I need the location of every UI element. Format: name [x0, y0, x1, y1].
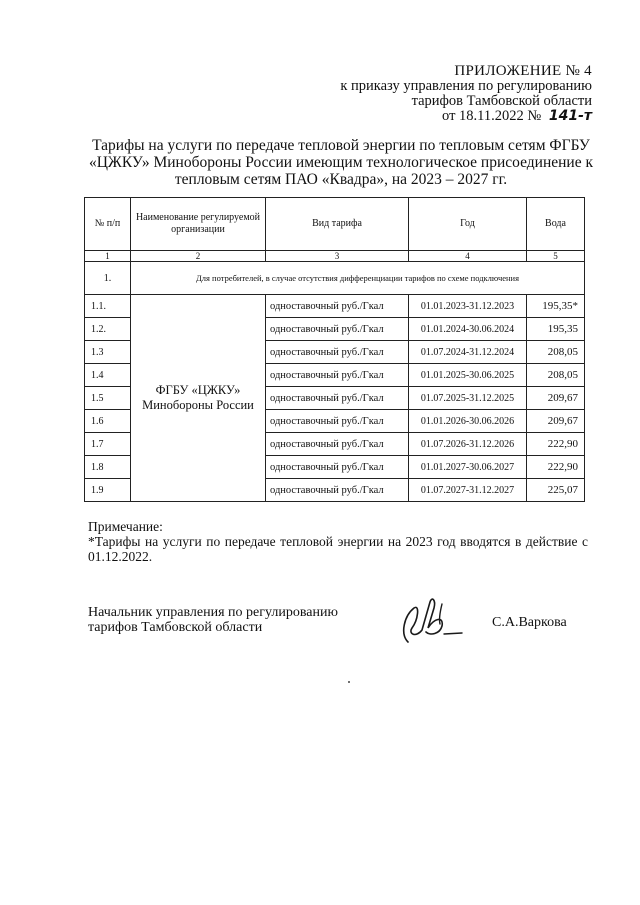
- section-number: 1.: [85, 262, 131, 295]
- appendix-line-1: к приказу управления по регулированию: [340, 78, 592, 94]
- water-tariff-value: 195,35*: [527, 295, 585, 318]
- column-number-row: [85, 251, 585, 262]
- tariff-period: 01.01.2025-30.06.2025: [409, 364, 527, 387]
- column-number: 4: [409, 251, 527, 262]
- tariff-period: 01.07.2025-31.12.2025: [409, 387, 527, 410]
- note-label: Примечание:: [88, 519, 163, 534]
- tariff-period: 01.07.2026-31.12.2026: [409, 433, 527, 456]
- tariff-type: одноставочный руб./Гкал: [266, 295, 409, 318]
- appendix-header: [340, 64, 592, 124]
- organization-cell: ФГБУ «ЦЖКУ» Минобороны России: [131, 295, 266, 502]
- row-number: 1.3: [85, 341, 131, 364]
- column-number: 5: [527, 251, 585, 262]
- tariff-type: одноставочный руб./Гкал: [266, 479, 409, 502]
- tariff-table: [84, 197, 585, 502]
- appendix-line-2: тарифов Тамбовской области: [411, 93, 592, 109]
- tariff-type: одноставочный руб./Гкал: [266, 341, 409, 364]
- signature-position-line-1: Начальник управления по регулированию: [88, 605, 338, 620]
- row-number: 1.4: [85, 364, 131, 387]
- column-number: 1: [85, 251, 131, 262]
- water-tariff-value: 222,90: [527, 456, 585, 479]
- note-text: *Тарифы на услуги по передаче тепловой энергии на 2023 год вводятся в действие с 01.12.2022.: [88, 534, 588, 564]
- scan-speck: [348, 681, 350, 683]
- tariff-type: одноставочный руб./Гкал: [266, 410, 409, 433]
- signature-position-line-2: тарифов Тамбовской области: [88, 620, 263, 635]
- water-tariff-value: 209,67: [527, 387, 585, 410]
- water-tariff-value: 209,67: [527, 410, 585, 433]
- row-number: 1.1.: [85, 295, 131, 318]
- signatory-name: С.А.Варкова: [492, 615, 567, 630]
- header-year: Год: [409, 198, 527, 251]
- column-number: 2: [131, 251, 266, 262]
- water-tariff-value: 195,35: [527, 318, 585, 341]
- tariff-type: одноставочный руб./Гкал: [266, 433, 409, 456]
- tariff-period: 01.07.2027-31.12.2027: [409, 479, 527, 502]
- table-row: [85, 295, 585, 318]
- note-block: [88, 519, 588, 564]
- row-number: 1.9: [85, 479, 131, 502]
- water-tariff-value: 208,05: [527, 364, 585, 387]
- header-water: Вода: [527, 198, 585, 251]
- section-row: [85, 262, 585, 295]
- appendix-title: ПРИЛОЖЕНИЕ № 4: [454, 63, 592, 79]
- tariff-type: одноставочный руб./Гкал: [266, 364, 409, 387]
- water-tariff-value: 225,07: [527, 479, 585, 502]
- appendix-date: от 18.11.2022 №: [442, 108, 542, 124]
- row-number: 1.5: [85, 387, 131, 410]
- tariff-period: 01.01.2027-30.06.2027: [409, 456, 527, 479]
- header-tariff-type: Вид тарифа: [266, 198, 409, 251]
- handwritten-signature: [390, 594, 470, 649]
- table-header-row: [85, 198, 585, 251]
- tariff-period: 01.01.2023-31.12.2023: [409, 295, 527, 318]
- tariff-period: 01.07.2024-31.12.2024: [409, 341, 527, 364]
- order-number: 141-т: [548, 108, 592, 124]
- water-tariff-value: 208,05: [527, 341, 585, 364]
- tariff-type: одноставочный руб./Гкал: [266, 456, 409, 479]
- row-number: 1.2.: [85, 318, 131, 341]
- tariff-rows: [85, 295, 585, 502]
- tariff-type: одноставочный руб./Гкал: [266, 387, 409, 410]
- tariff-period: 01.01.2024-30.06.2024: [409, 318, 527, 341]
- appendix-date-line: [340, 109, 592, 124]
- tariff-period: 01.01.2026-30.06.2026: [409, 410, 527, 433]
- header-num: № п/п: [85, 198, 131, 251]
- row-number: 1.7: [85, 433, 131, 456]
- water-tariff-value: 222,90: [527, 433, 585, 456]
- column-number: 3: [266, 251, 409, 262]
- section-text: Для потребителей, в случае отсутствия дифференциации тарифов по схеме подключения: [131, 262, 585, 295]
- header-org: Наименование регулируемой организации: [131, 198, 266, 251]
- document-title: Тарифы на услуги по передаче тепловой энергии по тепловым сетям ФГБУ «ЦЖКУ» Минобороны России имеющим технологическое присоединение к тепловым сетям ПАО «Квадра», на 2023 – 2027 гг.: [88, 137, 593, 188]
- row-number: 1.8: [85, 456, 131, 479]
- row-number: 1.6: [85, 410, 131, 433]
- tariff-type: одноставочный руб./Гкал: [266, 318, 409, 341]
